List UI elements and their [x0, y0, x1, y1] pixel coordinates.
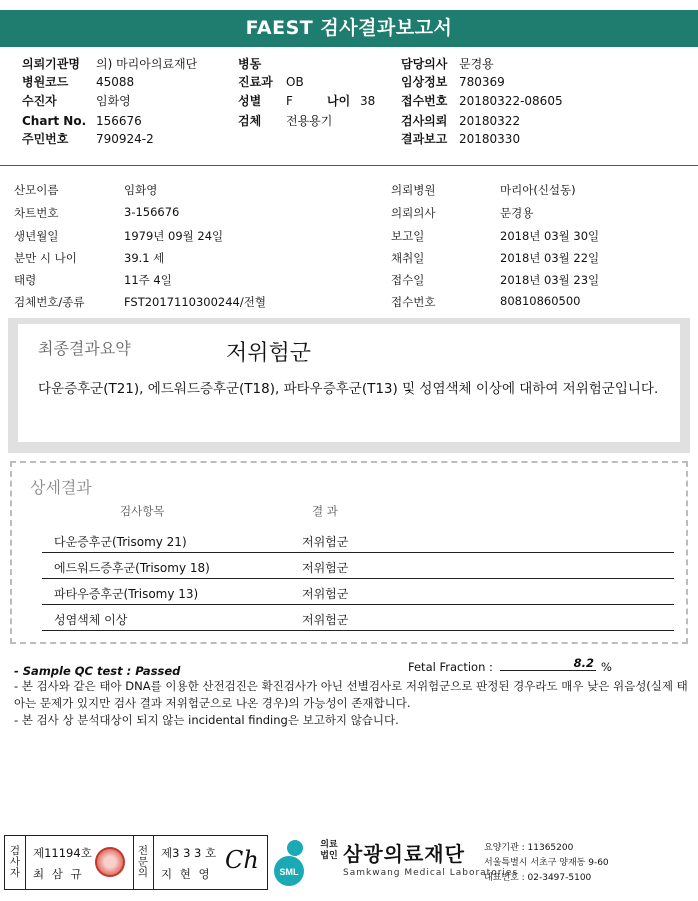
qc-notes	[14, 678, 689, 729]
specialist-number: 제3 3 3 호	[161, 846, 217, 860]
specialist-title: 전문의	[137, 845, 149, 879]
specialist-name: 지 현 영	[161, 867, 212, 881]
header-value-test-request: 20180322	[459, 114, 521, 128]
info-label: 산모이름	[14, 183, 59, 197]
org-phone: 대표번호 : 02-3497-5100	[484, 873, 592, 883]
header-row-ward: 병동	[238, 57, 262, 71]
header-row-receipt-no: 접수번호	[401, 94, 448, 108]
org-name: 삼광의료재단	[343, 842, 465, 866]
info-value: FST2017110300244/전혈	[124, 295, 266, 309]
info-value: 11주 4일	[124, 273, 172, 287]
header-row-resident-no: 주민번호	[22, 132, 69, 146]
divider	[133, 836, 134, 889]
header-row-department: 진료과	[238, 75, 273, 89]
header-value-resident-no: 790924-2	[96, 132, 154, 146]
info-value: 2018년 03월 23일	[500, 273, 600, 287]
header-row-institution: 의뢰기관명	[22, 57, 80, 71]
header-value-hospital-code: 45088	[96, 75, 135, 89]
info-value: 2018년 03월 30일	[500, 229, 600, 243]
info-value: 마리아(신설동)	[500, 183, 576, 197]
examiner-name: 최 삼 규	[33, 867, 84, 881]
header-value-sex: F	[286, 94, 293, 108]
col-header-result: 결 과	[312, 504, 338, 518]
info-label: 접수번호	[391, 295, 436, 309]
info-value: 임화영	[124, 183, 158, 197]
header-row-patient: 수진자	[22, 94, 57, 108]
table-row	[42, 553, 674, 579]
header-value-department: OB	[286, 75, 304, 89]
info-label: 접수일	[391, 273, 425, 287]
info-label: 채취일	[391, 251, 425, 265]
header-value-receipt-no: 20180322-08605	[459, 94, 563, 108]
info-label: 의뢰병원	[391, 183, 436, 197]
examiner-title: 검사자	[9, 845, 21, 879]
row-item: 에드워드증후군(Trisomy 18)	[54, 561, 210, 575]
logo-text: SML	[279, 867, 299, 877]
info-value: 39.1 세	[124, 251, 165, 265]
info-value: 1979년 09월 24일	[124, 229, 224, 243]
info-label: 의뢰의사	[391, 206, 436, 220]
fetal-fraction-label: Fetal Fraction :	[408, 660, 493, 674]
header-row-clinical-info: 임상정보	[401, 75, 448, 89]
signature-icon: Ch	[225, 846, 259, 874]
info-label: 차트번호	[14, 206, 59, 220]
detail-label: 상세결과	[30, 478, 92, 497]
header-row-hospital-code: 병원코드	[22, 75, 69, 89]
info-label: 분만 시 나이	[14, 251, 77, 265]
header-value-clinical-info: 780369	[459, 75, 505, 89]
header-row-doctor: 담당의사	[401, 57, 448, 71]
header-divider	[0, 165, 698, 166]
row-item: 성염색체 이상	[54, 613, 128, 627]
header-value-age: 38	[360, 94, 376, 108]
table-row	[42, 605, 674, 631]
org-subtitle: Samkwang Medical Laboratories	[343, 868, 519, 878]
table-row	[42, 527, 674, 553]
detail-box	[10, 461, 688, 644]
table-row	[42, 579, 674, 605]
info-value: 문경용	[500, 206, 534, 220]
header-row-test-request: 검사의뢰	[401, 114, 448, 128]
header-value-institution: 의) 마리아의료재단	[96, 57, 198, 71]
info-label: 보고일	[391, 229, 425, 243]
signature-box	[4, 835, 268, 890]
summary-panel	[18, 324, 680, 442]
info-value: 2018년 03월 22일	[500, 251, 600, 265]
info-label: 검체번호/종류	[14, 295, 85, 309]
header-row-sex: 성별	[238, 94, 262, 108]
divider	[25, 836, 26, 889]
row-result: 저위험군	[302, 561, 349, 575]
header-value-patient: 임화영	[96, 94, 131, 108]
seal-icon	[95, 847, 125, 877]
header-value-chart: 156676	[96, 114, 142, 128]
row-result: 저위험군	[302, 613, 349, 627]
divider	[153, 836, 154, 889]
header-value-result-report: 20180330	[459, 132, 521, 146]
info-label: 생년월일	[14, 229, 59, 243]
org-address: 서울특별시 서초구 양재동 9-60	[484, 858, 609, 868]
header-value-doctor: 문경용	[459, 57, 494, 71]
header-row-result-report: 결과보고	[401, 132, 448, 146]
summary-label: 최종결과요약	[38, 339, 131, 358]
col-header-item: 검사항목	[120, 504, 165, 518]
header-value-specimen: 전용용기	[286, 114, 333, 128]
org-prefix: 의료법인	[320, 840, 338, 861]
header-row-chart: Chart No.	[22, 114, 87, 128]
row-item: 파타우증후군(Trisomy 13)	[54, 587, 199, 601]
row-result: 저위험군	[302, 535, 349, 549]
qc-title: - Sample QC test : Passed	[14, 664, 181, 678]
summary-result: 저위험군	[226, 341, 312, 366]
qc-note-2: - 본 검사 상 분석대상이 되지 않는 incidental finding은 보고하지 않습니다.	[14, 713, 399, 727]
header-row-age: 나이	[327, 94, 351, 108]
examiner-number: 제11194호	[33, 846, 92, 860]
row-result: 저위험군	[302, 587, 349, 601]
info-label: 태령	[14, 273, 37, 287]
qc-note-1: - 본 검사와 같은 태아 DNA를 이용한 산전검진은 확진검사가 아닌 선별검사로 저위험군으로 판정된 경우라도 매우 낮은 위음성(실제 태아는 문제가 있지만 검사 결과 저위험군으로 나온 경우)의 가능성이 존재합니다.	[14, 679, 688, 710]
row-item: 다운증후군(Trisomy 21)	[54, 535, 187, 549]
sml-logo-icon	[272, 838, 314, 888]
summary-text: 다운증후군(T21), 에드워드증후군(T18), 파타우증후군(T13) 및 성염색체 이상에 대하여 저위험군입니다.	[38, 381, 659, 397]
fetal-fraction-value: 8.2	[500, 656, 596, 671]
info-value: 80810860500	[500, 294, 581, 308]
report-title: FAEST 검사결과보고서	[0, 10, 698, 47]
info-value: 3-156676	[124, 205, 180, 219]
summary-box	[8, 318, 690, 453]
fetal-fraction-unit: %	[601, 660, 612, 674]
header-row-specimen: 검체	[238, 114, 262, 128]
org-code: 요양기관 : 11365200	[484, 843, 574, 853]
